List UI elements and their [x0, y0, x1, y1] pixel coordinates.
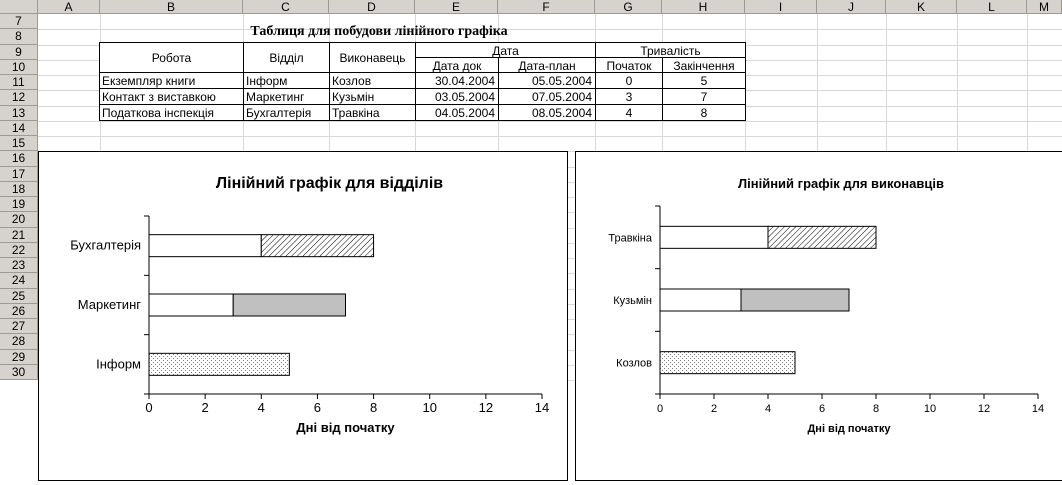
table-cell-dept[interactable]: Бухгалтерія: [243, 104, 330, 121]
table-cell-date-plan[interactable]: 07.05.2004: [498, 88, 596, 105]
bar-duration[interactable]: [233, 294, 345, 316]
column-header-b[interactable]: B: [100, 0, 243, 14]
row-header-10[interactable]: 10: [0, 60, 38, 75]
row-header-29[interactable]: 29: [0, 350, 38, 365]
table-cell-work[interactable]: Контакт з виставкою: [99, 88, 244, 105]
column-header-f[interactable]: F: [498, 0, 595, 14]
header-start[interactable]: Початок: [595, 57, 663, 73]
x-tick-label: 10: [923, 403, 937, 415]
column-header-a[interactable]: A: [38, 0, 100, 14]
table-cell-dept[interactable]: Маркетинг: [243, 88, 330, 105]
x-tick-label: 2: [201, 400, 209, 415]
row-header-23[interactable]: 23: [0, 258, 38, 273]
x-tick-label: 14: [1031, 403, 1045, 415]
table-cell-date-doc[interactable]: 04.05.2004: [415, 104, 499, 121]
table-cell-start[interactable]: 0: [595, 72, 663, 89]
row-header-12[interactable]: 12: [0, 90, 38, 105]
row-header-18[interactable]: 18: [0, 182, 38, 197]
table-cell-start[interactable]: 3: [595, 88, 663, 105]
header-work[interactable]: Робота: [99, 42, 244, 73]
x-tick-label: 8: [872, 403, 880, 415]
table-cell-date-plan[interactable]: 05.05.2004: [498, 72, 596, 89]
table-cell-date-doc[interactable]: 30.04.2004: [415, 72, 499, 89]
x-tick-label: 10: [422, 400, 437, 415]
table-cell-work[interactable]: Екземпляр книги: [99, 72, 244, 89]
bar-duration[interactable]: [660, 352, 795, 374]
row-header-7[interactable]: 7: [0, 14, 38, 29]
header-date[interactable]: Дата: [415, 42, 596, 58]
row-header-27[interactable]: 27: [0, 319, 38, 334]
row-header-11[interactable]: 11: [0, 75, 38, 90]
row-header-16[interactable]: 16: [0, 151, 38, 166]
row-header-21[interactable]: 21: [0, 228, 38, 243]
column-header-h[interactable]: H: [662, 0, 745, 14]
header-exec[interactable]: Виконавець: [329, 42, 416, 73]
table-cell-dept[interactable]: Інформ: [243, 72, 330, 89]
row-header-22[interactable]: 22: [0, 243, 38, 258]
row-header-14[interactable]: 14: [0, 121, 38, 136]
chart-departments[interactable]: [38, 151, 568, 481]
column-header-k[interactable]: K: [886, 0, 957, 14]
x-tick-label: 2: [710, 403, 718, 415]
bar-start[interactable]: [149, 235, 261, 257]
x-tick-label: 6: [818, 403, 826, 415]
bar-duration[interactable]: [741, 289, 849, 311]
bar-duration[interactable]: [149, 353, 289, 375]
row-header-9[interactable]: 9: [0, 45, 38, 60]
table-cell-exec[interactable]: Кузьмін: [329, 88, 416, 105]
x-tick-label: 14: [534, 400, 550, 415]
column-header-g[interactable]: G: [595, 0, 662, 14]
row-header-30[interactable]: 30: [0, 365, 38, 380]
x-tick-label: 0: [145, 400, 153, 415]
row-header-15[interactable]: 15: [0, 136, 38, 151]
header-date-doc[interactable]: Дата док: [415, 57, 499, 73]
column-header-j[interactable]: J: [817, 0, 886, 14]
bar-duration[interactable]: [768, 226, 876, 248]
table-cell-end[interactable]: 5: [662, 72, 746, 89]
table-cell-start[interactable]: 4: [595, 104, 663, 121]
x-axis-label: Дні від початку: [807, 423, 891, 435]
chart-title: Лінійний графік для виконавців: [738, 176, 944, 191]
row-header-19[interactable]: 19: [0, 197, 38, 212]
bar-start[interactable]: [660, 226, 768, 248]
category-label: Козлов: [616, 357, 652, 370]
header-duration[interactable]: Тривалість: [595, 42, 746, 58]
bar-start[interactable]: [660, 289, 741, 311]
category-label: Кузьмін: [613, 295, 652, 307]
row-header-20[interactable]: 20: [0, 212, 38, 227]
table-cell-date-plan[interactable]: 08.05.2004: [498, 104, 596, 121]
x-axis-label: Дні від початку: [296, 420, 395, 435]
category-label: Бухгалтерія: [70, 237, 141, 253]
bar-duration[interactable]: [261, 235, 373, 257]
gridline: [38, 136, 1062, 137]
category-label: Травкіна: [608, 232, 652, 245]
x-tick-label: 6: [313, 400, 322, 415]
column-header-m[interactable]: M: [1027, 0, 1062, 14]
table-title[interactable]: Таблиця для побудови лінійного графіка: [250, 24, 508, 39]
table-cell-exec[interactable]: Козлов: [329, 72, 416, 89]
category-label: Маркетинг: [77, 297, 141, 312]
chart-executors-svg: [576, 152, 1062, 482]
table-cell-end[interactable]: 7: [662, 88, 746, 105]
column-header-d[interactable]: D: [329, 0, 415, 14]
bar-start[interactable]: [149, 294, 233, 316]
header-dept[interactable]: Відділ: [243, 42, 330, 73]
x-tick-label: 12: [478, 400, 494, 415]
header-date-plan[interactable]: Дата-план: [498, 57, 596, 73]
table-cell-exec[interactable]: Травкіна: [329, 104, 416, 121]
x-tick-label: 4: [257, 400, 265, 415]
chart-departments-svg: [39, 152, 569, 482]
column-header-e[interactable]: E: [415, 0, 498, 14]
chart-title: Лінійний графік для відділів: [215, 175, 444, 192]
header-end[interactable]: Закінчення: [662, 57, 746, 73]
x-tick-label: 4: [764, 403, 772, 415]
row-header-28[interactable]: 28: [0, 334, 38, 349]
row-header-8[interactable]: 8: [0, 29, 38, 44]
column-header-c[interactable]: C: [243, 0, 329, 14]
column-header-i[interactable]: I: [745, 0, 817, 14]
column-header-l[interactable]: L: [957, 0, 1027, 14]
row-header-25[interactable]: 25: [0, 289, 38, 304]
category-label: Інформ: [96, 356, 141, 372]
row-header-24[interactable]: 24: [0, 273, 38, 288]
row-header-26[interactable]: 26: [0, 304, 38, 319]
x-tick-label: 8: [369, 400, 378, 415]
table-cell-date-doc[interactable]: 03.05.2004: [415, 88, 499, 105]
x-tick-label: 0: [656, 403, 664, 415]
table-cell-work[interactable]: Податкова інспекція: [99, 104, 244, 121]
row-header-13[interactable]: 13: [0, 106, 38, 121]
select-all-corner[interactable]: [0, 0, 38, 14]
row-header-17[interactable]: 17: [0, 167, 38, 182]
chart-executors[interactable]: [575, 151, 1062, 481]
table-cell-end[interactable]: 8: [662, 104, 746, 121]
x-tick-label: 12: [977, 403, 991, 415]
